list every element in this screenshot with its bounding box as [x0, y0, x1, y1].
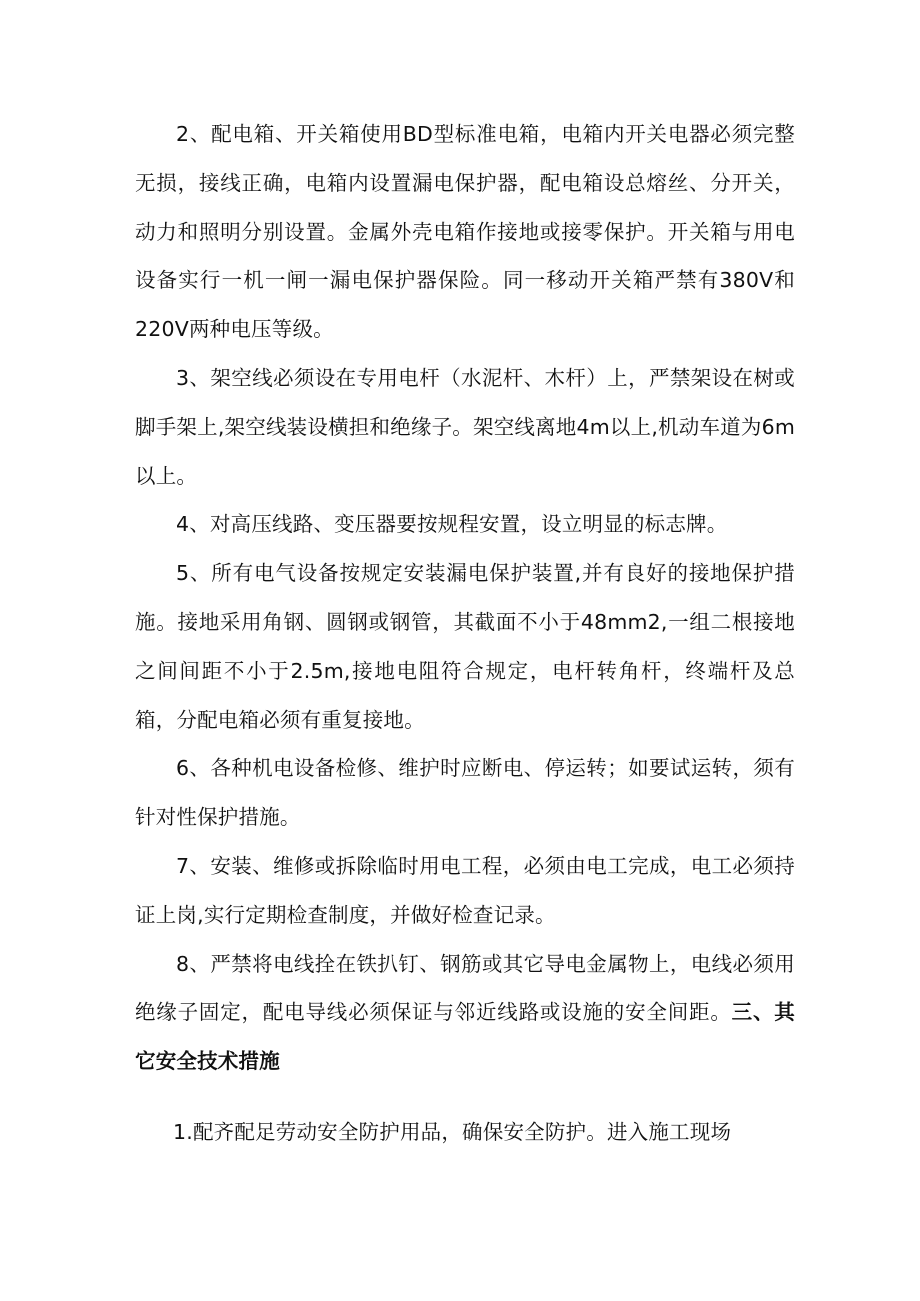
paragraph-3-overhead-line: 3、架空线必须设在专用电杆（水泥杆、木杆）上，严禁架设在树或脚手架上,架空线装设横担和绝缘子。架空线离地4m以上,机动车道为6m以上。 [135, 365, 795, 488]
section-heading-other-measures: 三、其它安全技术措施 [135, 1000, 795, 1074]
paragraph-4-high-voltage: 4、对高压线路、变压器要按规程安置，设立明显的标志牌。 [176, 512, 728, 537]
paragraph-8-wiring [135, 940, 795, 1086]
paragraph-6-maintenance: 6、各种机电设备检修、维护时应断电、停运转；如要试运转，须有针对性保护措施。 [135, 756, 795, 830]
paragraph-5-grounding: 5、所有电气设备按规定安装漏电保护装置,并有良好的接地保护措施。接地采用角钢、圆钢或钢管，其截面不小于48mm2,一组二根接地之间间距不小于2.5m,接地电阻符合规定，电杆转角杆，终端杆及总箱，分配电箱必须有重复接地。 [135, 561, 795, 732]
paragraph-7-electrician: 7、安装、维修或拆除临时用电工程，必须由电工完成，电工必须持证上岗,实行定期检查制度，并做好检查记录。 [135, 853, 795, 927]
paragraph-2-distribution-box: 2、配电箱、开关箱使用BD型标准电箱，电箱内开关电器必须完整无损，接线正确，电箱内设置漏电保护器，配电箱设总熔丝、分开关，动力和照明分别设置。金属外壳电箱作接地或接零保护。开关箱与用电设备实行一机一闸一漏电保护器保险。同一移动开关箱严禁有380V和220V两种电压等级。 [135, 122, 795, 342]
list-item-1-protective-equipment: 1.配齐配足劳动安全防护用品，确保安全防护。进入施工现场 [173, 1120, 732, 1144]
paragraph-8-text: 8、严禁将电线拴在铁扒钉、钢筋或其它导电金属物上，电线必须用绝缘子固定，配电导线必须保证与邻近线路或设施的安全间距。 [135, 951, 795, 1025]
document-body [135, 110, 795, 1086]
